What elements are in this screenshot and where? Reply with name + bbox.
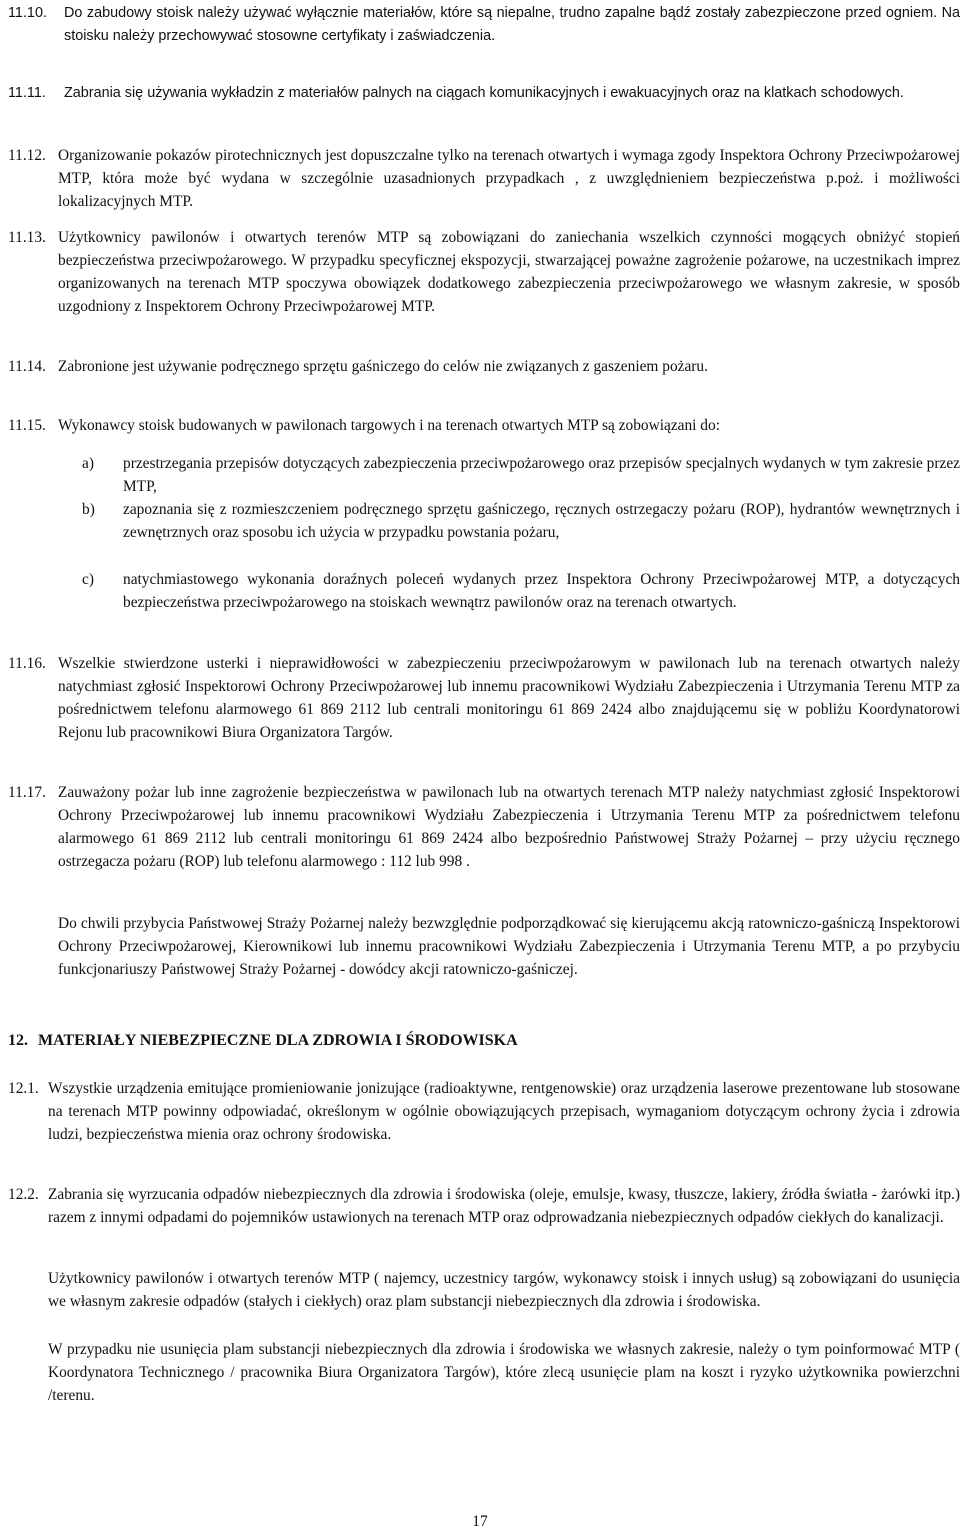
item-number: 11.11. — [8, 85, 46, 101]
item-12-1 — [8, 1077, 960, 1146]
item-text: Użytkownicy pawilonów i otwartych terenów MTP są zobowiązani do zaniechania wszelkich czynności mogących obniżyć stopień bezpieczeństwa przeciwpożarowego. W przypadku specyficznej ekspozycji, stwarzającej poważne zagrożenie pożarowe, na uczestnikach imprez organizowanych na terenach MTP spoczywa obowiązek dodatkowego zabezpieczenia przeciwpożarowego we własnym zakresie, w sposób uzgodniony z Inspektorem Ochrony Przeciwpożarowej MTP. — [58, 229, 960, 315]
subitem-text: natychmiastowego wykonania doraźnych poleceń wydanych przez Inspektora Ochrony Przeciwpożarowej MTP, a dotyczących bezpieczeństwa przeciwpożarowego na stoiskach wewnątrz pawilonów oraz na terenach otwartych. — [123, 571, 960, 611]
item-text: Wszystkie urządzenia emitujące promieniowanie jonizujące (radioaktywne, rentgenowskie) oraz urządzenia laserowe prezentowane lub stosowane na terenach MTP powinny odpowiadać, określonym w ogólnie obowiązujących przepisach, wymaganiom dotyczącym ochrony życia i zdrowia ludzi, bezpieczeństwa mienia oraz ochrony środowiska. — [48, 1080, 960, 1143]
item-11-17 — [8, 781, 960, 873]
subitem-text: przestrzegania przepisów dotyczących zabezpieczenia przeciwpożarowego oraz przepisów specjalnych wydanych w tym zakresie przez MTP, — [123, 455, 960, 495]
item-text: Wszelkie stwierdzone usterki i nieprawidłowości w zabezpieczeniu przeciwpożarowym w pawilonach lub na terenach otwartych należy natychmiast zgłosić Inspektorowi Ochrony Przeciwpożarowej lub innemu pracownikowi Wydziału Zabezpieczenia i Utrzymania Terenu MTP za pośrednictwem telefonu alarmowego 61 869 2112 lub centrali monitoringu 61 869 2424 albo znajdującemu się w pobliżu Koordynatorowi Rejonu lub pracownikowi Biura Organizatora Targów. — [58, 655, 960, 741]
subitem-text: zapoznania się z rozmieszczeniem podręcznego sprzętu gaśniczego, ręcznych ostrzegaczy pożaru (ROP), hydrantów wewnętrznych i zewnętrznych oraz sposobu ich użycia w przypadku powstania pożaru, — [123, 501, 960, 541]
subitem-c — [82, 568, 960, 614]
item-number: 11.12. — [8, 147, 46, 164]
item-text: Organizowanie pokazów pirotechnicznych jest dopuszczalne tylko na terenach otwartych i wymaga zgody Inspektora Ochrony Przeciwpożarowej MTP, która może być wydana w szczególnie uzasadnionych przypadkach , z uwzględnieniem bezpieczeństwa p.poż. i możliwości lokalizacyjnych MTP. — [58, 147, 960, 210]
item-text: Wykonawcy stoisk budowanych w pawilonach targowych i na terenach otwartych MTP są zobowiązani do: — [58, 417, 720, 434]
subitem-letter: c) — [82, 571, 94, 588]
subitem-letter: a) — [82, 455, 94, 472]
item-text: Zabrania się używania wykładzin z materiałów palnych na ciągach komunikacyjnych i ewakuacyjnych oraz na klatkach schodowych. — [64, 85, 904, 101]
subitem-b — [82, 498, 960, 544]
page-number: 17 — [472, 1513, 488, 1530]
item-number: 11.16. — [8, 655, 46, 672]
item-text: Zabrania się wyrzucania odpadów niebezpiecznych dla zdrowia i środowiska (oleje, emulsje, kwasy, tłuszcze, lakiery, źródła światła - żarówki itp.) razem z innymi odpadami do pojemników ustawionych na terenach MTP oraz odprowadzania niebezpiecznych odpadów ciekłych do kanalizacji. — [48, 1186, 960, 1226]
item-number: 11.10. — [8, 5, 47, 21]
item-11-15 — [8, 414, 960, 437]
item-11-10 — [8, 2, 960, 48]
subitem-a — [82, 452, 960, 498]
item-text: Do zabudowy stoisk należy używać wyłącznie materiałów, które są niepalne, trudno zapalne bądź zostały zabezpieczone przed ogniem. Na stoisku należy przechowywać stosowne certyfikaty i zaświadczenia. — [64, 5, 960, 44]
item-number: 12.2. — [8, 1186, 39, 1203]
item-text: Zabronione jest używanie podręcznego sprzętu gaśniczego do celów nie związanych z gaszeniem pożaru. — [58, 358, 708, 375]
paragraph-11-17-continued: Do chwili przybycia Państwowej Straży Pożarnej należy bezwzględnie podporządkować się kierującemu akcją ratowniczo-gaśniczą Inspektorowi Ochrony Przeciwpożarowej, Kierownikowi lub innemu pracownikowi Wydziału Zabezpieczenia i Utrzymania Terenu MTP, a po przybyciu funkcjonariuszy Państwowej Straży Pożarnej - dowódcy akcji ratowniczo-gaśniczej. — [58, 915, 960, 978]
item-number: 11.17. — [8, 784, 46, 801]
item-text: Zauważony pożar lub inne zagrożenie bezpieczeństwa w pawilonach lub na otwartych terenach MTP należy natychmiast zgłosić Inspektorowi Ochrony Przeciwpożarowej lub innemu pracownikowi Wydziału Zabezpieczenia i Utrzymania Terenu MTP za pośrednictwem telefonu alarmowego 61 869 2112 lub centrali monitoringu 61 869 2424 albo bezpośrednio Państwowej Straży Pożarnej – przy użyciu ręcznego ostrzegacza pożaru (ROP) lub telefonu alarmowego : 112 lub 998 . — [58, 784, 960, 870]
item-11-12 — [8, 144, 960, 213]
section-number: 12. — [8, 1032, 28, 1049]
paragraph-12-2-waste: Użytkownicy pawilonów i otwartych terenów MTP ( najemcy, uczestnicy targów, wykonawcy stoisk i innych usług) są zobowiązani do usunięcia we własnym zakresie odpadów (stałych i ciekłych) oraz plam substancji niebezpiecznych dla zdrowia i środowiska. — [48, 1270, 960, 1310]
item-11-16 — [8, 652, 960, 744]
section-heading-12 — [8, 1029, 518, 1052]
item-11-11 — [8, 82, 960, 105]
item-number: 11.14. — [8, 358, 46, 375]
item-number: 12.1. — [8, 1080, 39, 1097]
item-12-2 — [8, 1183, 960, 1229]
section-title: MATERIAŁY NIEBEZPIECZNE DLA ZDROWIA I ŚRODOWISKA — [38, 1032, 518, 1049]
item-number: 11.15. — [8, 417, 46, 434]
item-11-14 — [8, 355, 960, 378]
paragraph-12-2-stains: W przypadku nie usunięcia plam substancji niebezpiecznych dla zdrowia i środowiska we własnych zakresie, należy o tym poinformować MTP ( Koordynatora Technicznego / pracownika Biura Organizatora Targów), które zlecą usunięcie plam na koszt i ryzyko użytkownika powierzchni /terenu. — [48, 1341, 960, 1404]
subitem-letter: b) — [82, 501, 95, 518]
item-number: 11.13. — [8, 229, 46, 246]
item-11-13 — [8, 226, 960, 318]
